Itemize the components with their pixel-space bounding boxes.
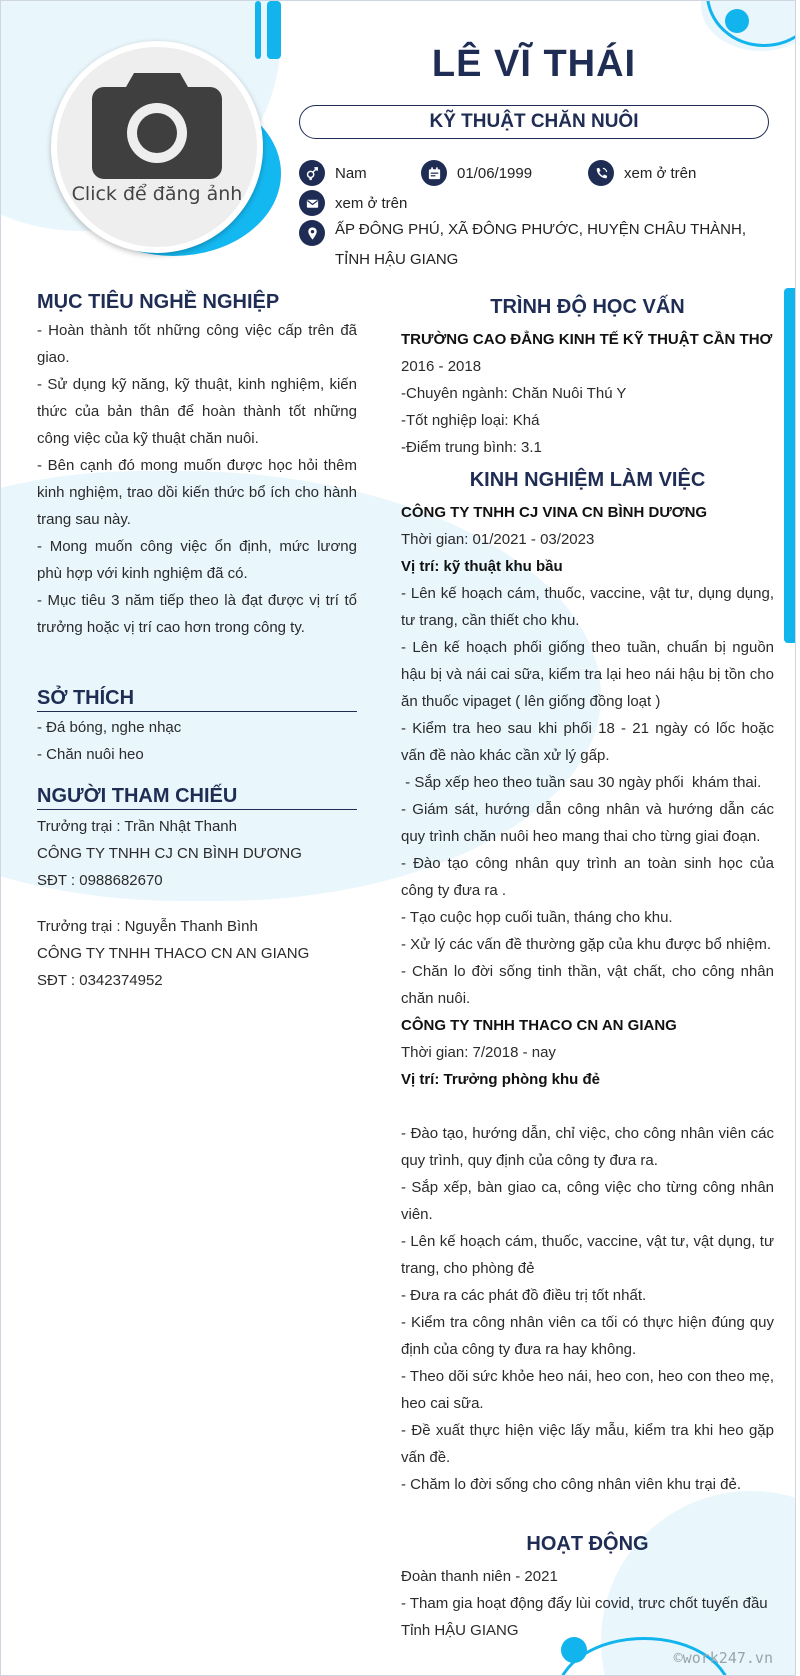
info-gender	[299, 160, 367, 186]
gender-value: Nam	[335, 164, 367, 182]
avatar-upload[interactable]	[51, 41, 263, 253]
deco-dot-top-right	[725, 9, 749, 33]
job-duty: - Đề xuất thực hiện việc lấy mẫu, kiểm tra khi heo gặp vấn đề.	[401, 1422, 774, 1466]
calendar-icon	[421, 160, 447, 186]
job-duty: - Đào tạo công nhân quy trình an toàn sinh học của công ty đưa ra .	[401, 855, 774, 899]
watermark: ©work247.vn	[673, 1649, 773, 1667]
reference-phone: SĐT : 0988682670	[37, 872, 163, 889]
job-duty: - Xử lý các vấn đề thường gặp của khu được bổ nhiệm.	[401, 936, 771, 953]
objective-line: - Hoàn thành tốt những công việc cấp trên đã giao.	[37, 322, 357, 366]
job-duty: - Theo dõi sức khỏe heo nái, heo con, heo con theo mẹ, heo cai sữa.	[401, 1368, 774, 1412]
job-duty: - Lên kế hoạch cám, thuốc, vaccine, vật tư, dụng dụng, tư trang, cần thiết cho khu.	[401, 585, 774, 629]
deco-bar-1	[255, 1, 261, 59]
education-major: -Chuyên ngành: Chăn Nuôi Thú Y	[401, 385, 627, 402]
job-duty: - Chăn lo đời sống tinh thần, vật chất, cho công nhân chăn nuôi.	[401, 963, 774, 1007]
email-icon	[299, 190, 325, 216]
deco-side-bar	[784, 288, 796, 643]
info-birthdate	[421, 160, 532, 186]
reference-company: CÔNG TY TNHH THACO CN AN GIANG	[37, 945, 310, 962]
references-body	[37, 813, 357, 994]
gender-icon	[299, 160, 325, 186]
deco-ring-top-right	[706, 0, 796, 47]
email-value: xem ở trên	[335, 194, 408, 212]
info-email	[299, 190, 407, 216]
activity-desc: - Tham gia hoạt động đẩy lùi covid, trưc chốt tuyến đầu Tỉnh HẬU GIANG	[401, 1595, 768, 1639]
activities-body	[401, 1563, 774, 1644]
job-duty: - Đào tạo, hướng dẫn, chỉ việc, cho công nhân viên các quy trình, quy định của công ty đưa ra.	[401, 1125, 774, 1169]
objective-title: MỤC TIÊU NGHỀ NGHIỆP	[37, 291, 280, 313]
location-pin-icon	[299, 220, 325, 246]
job-company: CÔNG TY TNHH CJ VINA CN BÌNH DƯƠNG	[401, 504, 708, 521]
objective-line: - Sử dụng kỹ năng, kỹ thuật, kinh nghiệm, kiến thức của bản thân để hoàn thành tốt những công việc của kỹ thuật chăn nuôi.	[37, 376, 357, 447]
info-phone	[588, 160, 696, 186]
job-duty: - Giám sát, hướng dẫn công nhân và hướng dẫn các quy trình chăn nuôi heo mang thai cho từng giai đoạn.	[401, 801, 774, 845]
education-gpa: -Điểm trung bình: 3.1	[401, 439, 542, 456]
candidate-name: LÊ VĨ THÁI	[431, 43, 637, 85]
job-duty: - Chăm lo đời sống cho công nhân viên khu trại đẻ.	[401, 1476, 742, 1493]
hobby-item: - Đá bóng, nghe nhạc	[37, 719, 182, 736]
activities-title: HOẠT ĐỘNG	[526, 1533, 649, 1555]
job-spacer	[401, 1093, 774, 1120]
objective-line: - Mong muốn công việc ổn định, mức lương phù hợp với kinh nghiệm đã có.	[37, 538, 357, 582]
phone-icon	[588, 160, 614, 186]
job-duty: - Sắp xếp heo theo tuần sau 30 ngày phối khám thai.	[401, 774, 762, 791]
reference-company: CÔNG TY TNHH CJ CN BÌNH DƯƠNG	[37, 845, 302, 862]
birthdate-value: 01/06/1999	[457, 164, 533, 182]
activity-org: Đoàn thanh niên - 2021	[401, 1568, 558, 1585]
education-period: 2016 - 2018	[401, 358, 482, 375]
hobbies-body	[37, 714, 357, 768]
references-title: NGƯỜI THAM CHIẾU	[37, 785, 357, 810]
job-time: Thời gian: 01/2021 - 03/2023	[401, 531, 595, 548]
camera-icon	[92, 67, 222, 179]
job-duty: - Lên kế hoạch cám, thuốc, vaccine, vật tư, vật dụng, tư trang, cho phòng đẻ	[401, 1233, 774, 1277]
job-duty: - Sắp xếp, bàn giao ca, công việc cho từng công nhân viên.	[401, 1179, 774, 1223]
education-grade: -Tốt nghiệp loại: Khá	[401, 412, 540, 429]
job-title: KỸ THUẬT CHĂN NUÔI	[299, 105, 769, 139]
job-duty: - Kiểm tra heo sau khi phối 18 - 21 ngày có lốc hoặc vấn đề nào khác cần xử lý gấp.	[401, 720, 774, 764]
job-duty: - Đưa ra các phát đồ điều trị tốt nhất.	[401, 1287, 647, 1304]
education-body	[401, 326, 774, 461]
phone-value: xem ở trên	[624, 164, 697, 182]
hobby-item: - Chăn nuôi heo	[37, 746, 144, 763]
avatar-caption: Click để đăng ảnh	[71, 183, 243, 205]
objective-body	[37, 317, 357, 641]
reference-spacer	[37, 894, 357, 913]
job-position: Vị trí: kỹ thuật khu bầu	[401, 558, 563, 575]
job-company: CÔNG TY TNHH THACO CN AN GIANG	[401, 1017, 677, 1034]
experience-title: KINH NGHIỆM LÀM VIỆC	[469, 469, 706, 491]
education-school: TRƯỜNG CAO ĐẲNG KINH TẾ KỸ THUẬT CẦN THƠ	[401, 331, 773, 348]
objective-line: - Mục tiêu 3 năm tiếp theo là đạt được vị trí tổ trưởng hoặc vị trí cao hơn trong công ty.	[37, 592, 357, 636]
job-position: Vị trí: Trưởng phòng khu đẻ	[401, 1071, 601, 1088]
address-value: ẤP ĐÔNG PHÚ, XÃ ĐÔNG PHƯỚC, HUYỆN CHÂU THÀNH, TỈNH HẬU GIANG	[335, 221, 747, 268]
education-title: TRÌNH ĐỘ HỌC VẤN	[490, 296, 685, 318]
reference-phone: SĐT : 0342374952	[37, 972, 163, 989]
job-duty: - Kiểm tra công nhân viên ca tối có thực hiện đúng quy định của công ty đưa ra hay không.	[401, 1314, 774, 1358]
job-duty: - Lên kế hoạch phối giống theo tuần, chuẩn bị nguồn hậu bị và nái cai sữa, kiểm tra lại heo nái hậu bị tồn cho ăn thuốc vipaget ( lên giống đồng loạt )	[401, 639, 774, 710]
job-time: Thời gian: 7/2018 - nay	[401, 1044, 556, 1061]
job-duty: - Tạo cuộc họp cuối tuần, tháng cho khu.	[401, 909, 673, 926]
info-address	[299, 220, 769, 275]
reference-name: Trưởng trại : Trần Nhật Thanh	[37, 818, 237, 835]
experience-body	[401, 499, 774, 1498]
objective-line: - Bên cạnh đó mong muốn được học hỏi thêm kinh nghiệm, trao dồi kiến thức bổ ích cho hành trang sau này.	[37, 457, 357, 528]
deco-bar-2	[267, 1, 281, 59]
hobbies-title: SỞ THÍCH	[37, 687, 357, 712]
reference-name: Trưởng trại : Nguyễn Thanh Bình	[37, 918, 258, 935]
